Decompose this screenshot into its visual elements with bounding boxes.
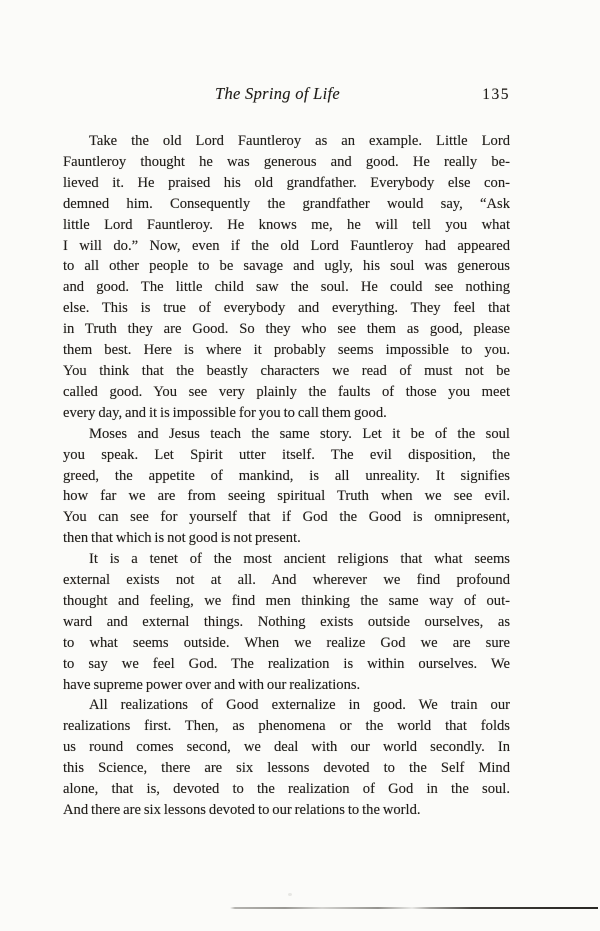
text-line: alone, that is, devoted to the realization of God in the soul.	[63, 781, 510, 798]
text-line: this Science, there are six lessons devoted to the Self Mind	[63, 760, 510, 777]
page-header	[63, 84, 510, 106]
running-title: The Spring of Life	[214, 84, 341, 103]
text-line: you speak. Let Spirit utter itself. The evil disposition, the	[63, 446, 510, 463]
text-line: You can see for yourself that if God the Good is omnipresent,	[63, 509, 510, 526]
page-number: 135	[482, 86, 510, 103]
text-line: to all other people to be savage and ugly, his soul was generous	[63, 258, 510, 275]
page-body	[63, 131, 510, 821]
text-line: called good. You see very plainly the faults of those you meet	[63, 383, 510, 400]
text-line: little Lord Fauntleroy. He knows me, he will tell you what	[63, 216, 510, 233]
text-line: us round comes second, we deal with our world secondly. In	[63, 739, 510, 756]
text-line: Moses and Jesus teach the same story. Let it be of the soul	[89, 425, 510, 442]
text-line: to what seems outside. When we realize God we are sure	[63, 634, 510, 651]
text-line: and good. The little child saw the soul. He could see nothing	[63, 279, 510, 296]
text-line: demned him. Consequently the grandfather would say, “Ask	[63, 195, 510, 212]
text-line: them best. Here is where it probably seems impossible to you.	[63, 342, 510, 359]
text-line: And there are six lessons devoted to our relations to the world.	[63, 802, 421, 818]
text-line: to say we feel God. The realization is within ourselves. We	[63, 655, 510, 672]
text-line: I will do.” Now, even if the old Lord Fauntleroy had appeared	[63, 237, 510, 254]
text-line: how far we are from seeing spiritual Truth when we see evil.	[63, 488, 510, 505]
scan-artifact-line	[230, 907, 598, 909]
text-line: lieved it. He praised his old grandfather. Everybody else con-	[63, 174, 510, 191]
text-line: It is a tenet of the most ancient religions that what seems	[89, 551, 510, 568]
text-line: else. This is true of everybody and everything. They feel that	[63, 300, 510, 317]
text-line: Take the old Lord Fauntleroy as an example. Little Lord	[89, 133, 510, 149]
text-line: ward and external things. Nothing exists outside ourselves, as	[63, 613, 510, 630]
text-line: greed, the appetite of mankind, is all unreality. It signifies	[63, 467, 510, 484]
text-line: thought and feeling, we find men thinking the same way of out-	[63, 592, 510, 609]
text-line: Fauntleroy thought he was generous and good. He really be-	[63, 153, 510, 170]
scan-artifact-speck	[288, 893, 292, 896]
text-line: every day, and it is impossible for you to call them good.	[63, 404, 387, 421]
text-line: then that which is not good is not present.	[63, 530, 301, 547]
text-line: external exists not at all. And wherever we find profound	[63, 572, 510, 589]
text-line: You think that the beastly characters we read of must not be	[63, 362, 510, 379]
text-line: All realizations of Good externalize in good. We train our	[89, 697, 510, 714]
text-line: realizations first. Then, as phenomena or the world that folds	[63, 718, 510, 735]
text-line: have supreme power over and with our realizations.	[63, 676, 361, 693]
text-line: in Truth they are Good. So they who see them as good, please	[63, 321, 510, 338]
